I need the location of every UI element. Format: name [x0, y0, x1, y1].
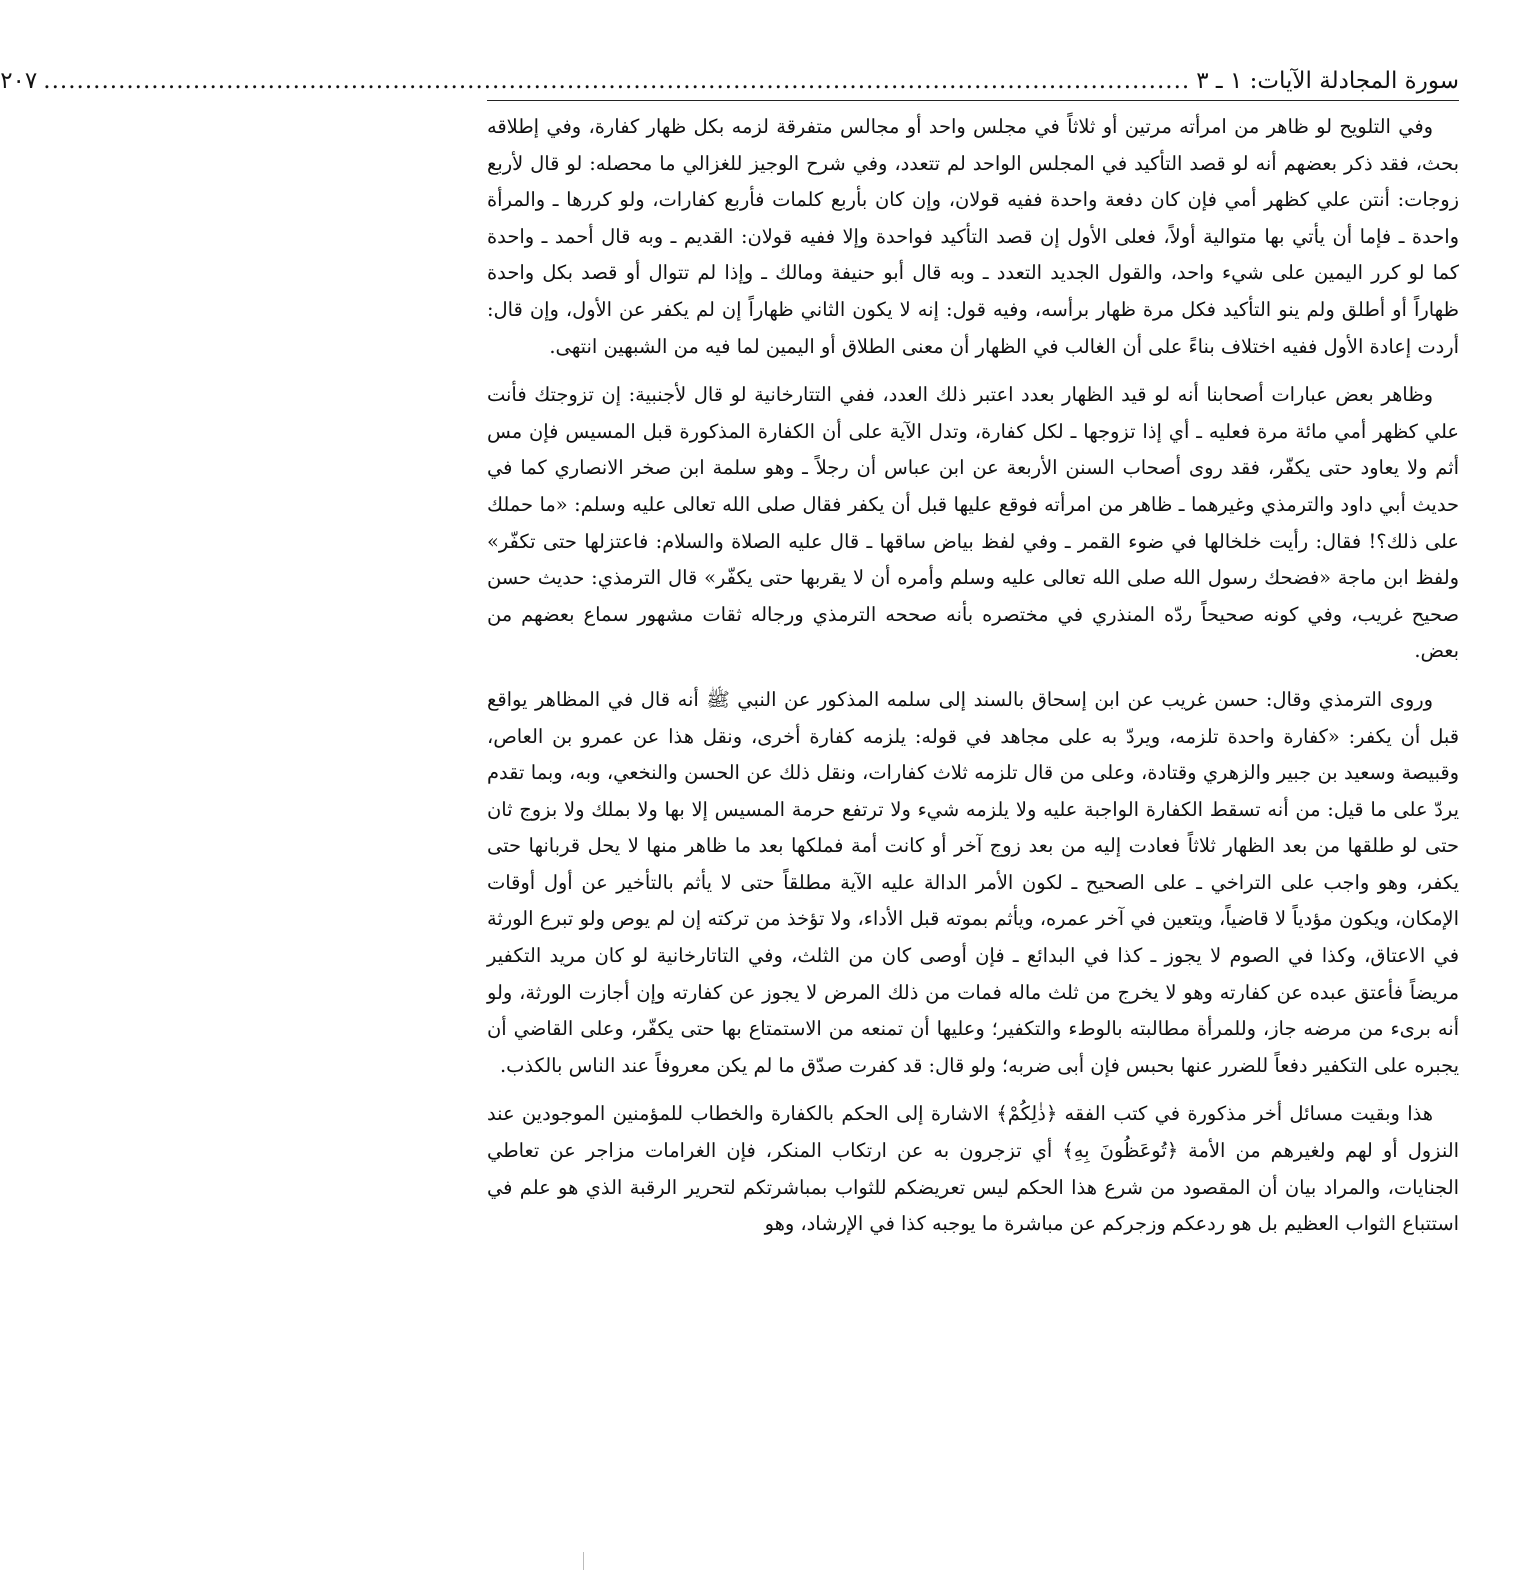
- paragraph-2: وظاهر بعض عبارات أصحابنا أنه لو قيد الظهار بعدد اعتبر ذلك العدد، ففي التتارخانية لو قال لأجنبية: إن تزوجتك فأنت علي كظهر أمي مائة مرة فعليه ـ أي إذا تزوجها ـ لكل كفارة، وتدل الآية على أن الكفارة المذكورة قبل المسيس فإن مس أثم ولا يعاود حتى يكفّر، فقد روى أصحاب السنن الأربعة عن ابن عباس أن رجلاً ـ وهو سلمة ابن صخر الانصاري كما في حديث أبي داود والترمذي وغيرهما ـ ظاهر من امرأته فوقع عليها قبل أن يكفر فقال صلى الله تعالى عليه وسلم: «ما حملك على ذلك؟! فقال: رأيت خلخالها في ضوء القمر ـ وفي لفظ بياض ساقها ـ قال عليه الصلاة والسلام: فاعتزلها حتى تكفّر» ولفظ ابن ماجة «فضحك رسول الله صلى الله تعالى عليه وسلم وأمره أن لا يقربها حتى يكفّر» قال الترمذي: حديث حسن صحيح غريب، وفي كونه صحيحاً ردّه المنذري في مختصره بأنه صححه الترمذي ورجاله ثقات مشهور سماع بعضهم من بعض.: [487, 383, 1459, 663]
- leader-dots: ..........................................................................................................................................: [43, 68, 1191, 94]
- page: [0, 66, 1459, 1255]
- header-rule: [487, 100, 1459, 101]
- running-header: [0, 66, 1459, 96]
- page-number: ٢٠٧: [0, 68, 38, 94]
- paragraph-3: وروى الترمذي وقال: حسن غريب عن ابن إسحاق بالسند إلى سلمه المذكور عن النبي ﷺ أنه قال في المظاهر يواقع قبل أن يكفر: «كفارة واحدة تلزمه، ويردّ به على مجاهد في قوله: يلزمه كفارة أخرى، ونقل هذا عن عمرو بن العاص، وقبيصة وسعيد بن جبير والزهري وقتادة، وعلى من قال تلزمه ثلاث كفارات، ونقل ذلك عن الحسن والنخعي، وبه، وبما تقدم يردّ على ما قيل: من أنه تسقط الكفارة الواجبة عليه ولا يلزمه شيء ولا ترتفع حرمة المسيس إلا بها ولا بملك ولا بزوج ثان حتى لو طلقها من بعد الظهار ثلاثاً فعادت إليه من بعد زوج آخر أو كانت أمة فملكها بعد ما ظاهر منها لا يحل قربانها حتى يكفر، وهو واجب على التراخي ـ على الصحيح ـ لكون الأمر الدالة عليه الآية مطلقاً حتى لا يأثم بالتأخير عن أول أوقات الإمكان، ويكون مؤدياً لا قاضياً، ويتعين في آخر عمره، ويأثم بموته قبل الأداء، ولا تؤخذ من تركته إن لم يوص ولو تبرع الورثة في الاعتاق، وكذا في الصوم لا يجوز ـ كذا في البدائع ـ فإن أوصى كان من الثلث، وفي التاتارخانية لو كان مريد التكفير مريضاً فأعتق عبده عن كفارته وهو لا يخرج من ثلث ماله فمات من ذلك المرض لا يجوز عن كفارته وإن أجازت الورثة، ولو أنه برىء من مرضه جاز، وللمرأة مطالبته بالوطء والتكفير؛ وعليها أن تمنعه من الاستمتاع بها حتى يكفّر، وعلى القاضي أن يجبره على التكفير دفعاً للضرر عنها بحبس فإن أبى ضربه؛ ولو قال: قد كفرت صدّق ما لم يكن معروفاً عند الناس بالكذب.: [487, 687, 1459, 1077]
- scan-mark: [583, 1552, 584, 1570]
- paragraph-4: هذا وبقيت مسائل أخر مذكورة في كتب الفقه ﴿ذٰلِكُمْ﴾ الاشارة إلى الحكم بالكفارة والخطاب للمؤمنين الموجودين عند النزول أو لهم ولغيرهم من الأمة ﴿تُوعَظُونَ بِهِ﴾ أي تزجرون به عن ارتكاب المنكر، فإن الغرامات مزاجر عن تعاطي الجنايات، والمراد بيان أن المقصود من شرع هذا الحكم ليس تعريضكم للثواب بمباشرتكم لتحرير الرقبة الذي هو علم في استتباع الثواب العظيم بل هو ردعكم وزجركم عن مباشرة ما يوجبه كذا في الإرشاد، وهو: [487, 1102, 1459, 1236]
- surah-title: سورة المجادلة الآيات: ١ ـ ٣: [1196, 68, 1459, 94]
- paragraph-1: وفي التلويح لو ظاهر من امرأته مرتين أو ثلاثاً في مجلس واحد أو مجالس متفرقة لزمه بكل ظهار كفارة، وفي إطلاقه بحث، فقد ذكر بعضهم أنه لو قصد التأكيد في المجلس الواحد لم تتعدد، وفي شرح الوجيز للغزالي ما محصله: لو قال لأربع زوجات: أنتن علي كظهر أمي فإن كان دفعة واحدة ففيه قولان، وإن كان بأربع كلمات فأربع كفارات، ولو كررها ـ والمرأة واحدة ـ فإما أن يأتي بها متوالية أولاً، فعلى الأول إن قصد التأكيد فواحدة وإلا ففيه قولان: القديم ـ وبه قال أحمد ـ واحدة كما لو كرر اليمين على شيء واحد، والقول الجديد التعدد ـ وبه قال أبو حنيفة ومالك ـ وإذا لم تتوال أو قصد بكل واحدة ظهاراً أو أطلق ولم ينو التأكيد فكل مرة ظهار برأسه، وفيه قول: إنه لا يكون الثاني ظهاراً إن لم يكفر عن الأول، وإن قال: أردت إعادة الأول ففيه اختلاف بناءً على أن الغالب في الظهار أن معنى الطلاق أو اليمين لما فيه من الشبهين انتهى.: [487, 115, 1459, 358]
